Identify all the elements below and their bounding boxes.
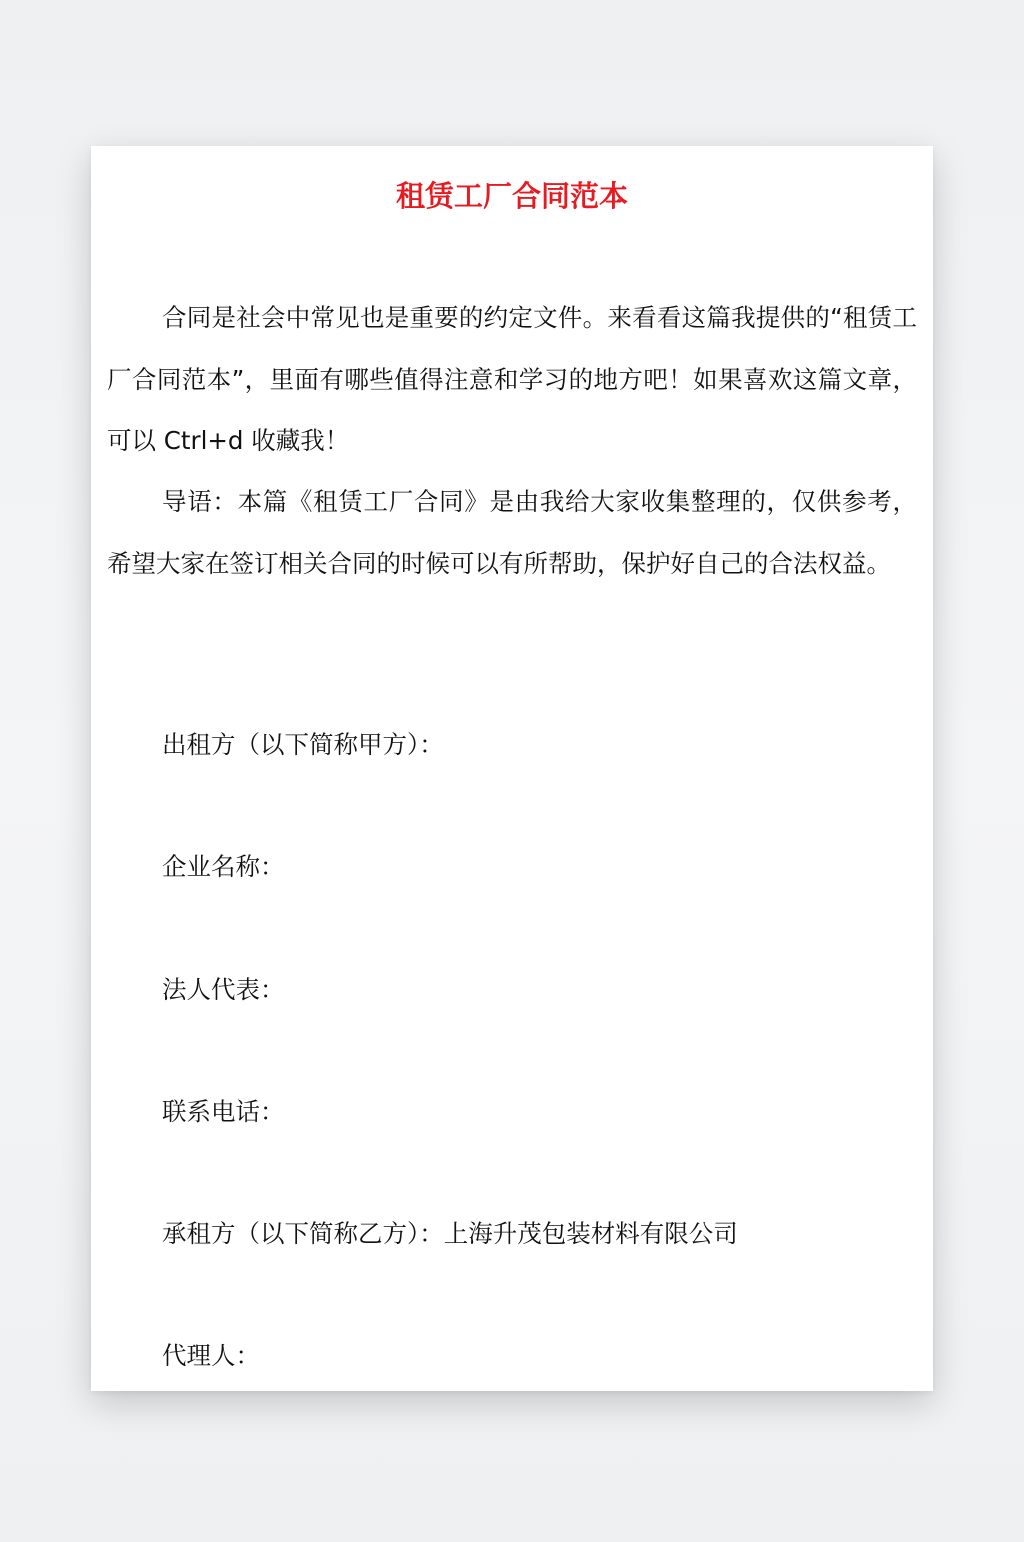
lessor-field: 出租方（以下简称甲方）： xyxy=(162,730,444,759)
agent-field: 代理人： xyxy=(162,1341,260,1370)
document-page xyxy=(91,146,933,1391)
lessee-field: 承租方（以下简称乙方）：上海升茂包装材料有限公司 xyxy=(162,1219,738,1248)
lead-paragraph: 导语：本篇《租赁工厂合同》是由我给大家收集整理的，仅供参考，希望大家在签订相关合同的时候可以有所帮助，保护好自己的合法权益。 xyxy=(107,487,917,578)
document-title: 租赁工厂合同范本 xyxy=(395,179,628,213)
legal-representative-field: 法人代表： xyxy=(162,975,285,1004)
company-name-field: 企业名称： xyxy=(162,852,285,881)
contact-phone-field: 联系电话： xyxy=(162,1097,285,1126)
intro-paragraph: 合同是社会中常见也是重要的约定文件。来看看这篇我提供的“租赁工厂合同范本”，里面有哪些值得注意和学习的地方吧！如果喜欢这篇文章，可以 Ctrl+d 收藏我！ xyxy=(107,303,917,455)
